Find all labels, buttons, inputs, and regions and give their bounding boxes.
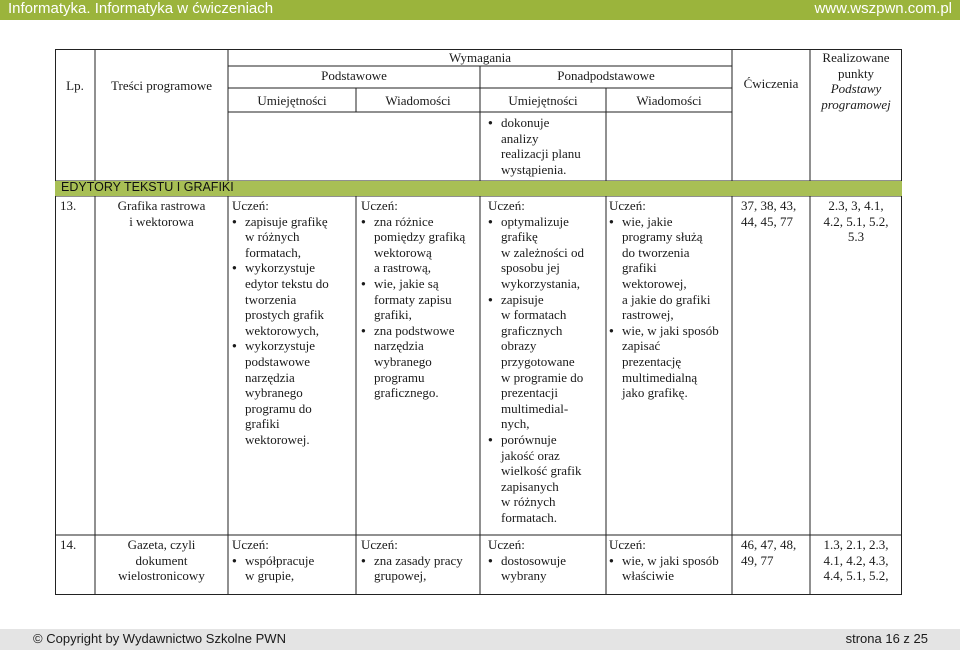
copyright-icon: © xyxy=(33,631,43,646)
row-13-pw: Uczeń: ● zna różnice pomiędzy grafiką wektorową a rastrową, ● wie, jakie są formaty zapisu grafiki, ● zna podstwowe narzędzia wybranego programu graficznego. xyxy=(361,198,465,401)
requirements-table xyxy=(55,49,902,595)
row-14-lp: 14. xyxy=(60,537,77,552)
row-13-topic: Grafika rastrowa i wektorowa xyxy=(117,198,206,229)
row-14-ppw: Uczeń: ● wie, w jaki sposób właściwie xyxy=(609,537,719,584)
list-item: ● współpracuje w grupie, xyxy=(232,553,314,584)
col-wymagania: Wymagania xyxy=(448,50,512,65)
header-website: www.wszpwn.com.pl xyxy=(814,0,952,17)
list-item: ● wykorzystuje podstawowe narzędzia wybranego programu do grafiki wektorowej. xyxy=(232,338,329,447)
col-cwiczenia: Ćwiczenia xyxy=(743,76,799,91)
row-13-cwiczenia: 37, 38, 43, 44, 45, 77 xyxy=(741,198,797,229)
row-14-topic: Gazeta, czyli dokument wielostronicowy xyxy=(118,537,205,584)
row-13-podstawa: 2.3, 3, 4.1, 4.2, 5.1, 5.2, 5.3 xyxy=(823,198,889,245)
carryover-cell xyxy=(488,115,581,177)
list-item: ● dostosowuje wybrany xyxy=(488,553,566,584)
col-lp: Lp. xyxy=(66,78,84,93)
table-grid xyxy=(55,49,902,595)
page-footer xyxy=(0,629,960,650)
col-podstawowe: Podstawowe xyxy=(321,68,387,83)
row-13-ppw: Uczeń: ● wie, jakie programy służą do tworzenia grafiki wektorowej, a jakie do grafiki rastrowej, ● wie, w jaki sposób zapisać prezentację multimedialną jako grafikę. xyxy=(609,198,719,401)
page-header xyxy=(0,0,960,20)
col-realizowane-punkty: Realizowane punkty Podstawy programowej xyxy=(821,50,891,112)
row-14-pu: Uczeń: ● współpracuje w grupie, xyxy=(232,537,314,584)
list-item: ● wie, w jaki sposób zapisać prezentację multimedialną jako grafikę. xyxy=(609,323,719,401)
list-item: ● zna różnice pomiędzy grafiką wektorową a rastrową, xyxy=(361,214,465,276)
col-umiejetnosci-ponad: Umiejętności xyxy=(508,93,578,108)
list-item: ● dokonuje analizy realizacji planu wystąpienia. xyxy=(488,115,581,177)
col-wiadomosci-podst: Wiadomości xyxy=(385,93,451,108)
row-14-cwiczenia: 46, 47, 48, 49, 77 xyxy=(741,537,797,568)
section-band xyxy=(55,181,902,196)
row-13-lp: 13. xyxy=(60,198,77,213)
col-ponadpodstawowe: Ponadpodstawowe xyxy=(557,68,655,83)
copyright-text: © Copyright by Wydawnictwo Szkolne PWN xyxy=(33,631,286,646)
col-umiejetnosci-podst: Umiejętności xyxy=(257,93,327,108)
list-item: ● porównuje jakość oraz wielkość grafik zapisanych w różnych formatach. xyxy=(488,432,584,526)
row-14-pw: Uczeń: ● zna zasady pracy grupowej, xyxy=(361,537,463,584)
col-wiadomosci-ponad: Wiadomości xyxy=(636,93,702,108)
list-item: ● optymalizuje grafikę w zależności od sposobu jej wykorzystania, xyxy=(488,214,584,292)
list-item: ● wykorzystuje edytor tekstu do tworzenia prostych grafik wektorowych, xyxy=(232,260,329,338)
col-tresci: Treści programowe xyxy=(111,78,212,93)
list-item: ● wie, w jaki sposób właściwie xyxy=(609,553,719,584)
list-item: ● zapisuje grafikę w różnych formatach, xyxy=(232,214,329,261)
row-13-pu: Uczeń: ● zapisuje grafikę w różnych formatach, ● wykorzystuje edytor tekstu do tworzenia prostych grafik wektorowych, ● wykorzystuje podstawowe narzędzia wybranego programu do grafiki wektorowej. xyxy=(232,198,329,448)
row-14-ppu: Uczeń: ● dostosowuje wybrany xyxy=(488,537,566,584)
row-14-podstawa: 1.3, 2.1, 2.3, 4.1, 4.2, 4.3, 4.4, 5.1, 5.2, xyxy=(823,537,889,584)
header-title: Informatyka. Informatyka w ćwiczeniach xyxy=(8,0,274,17)
page-number: strona 16 z 25 xyxy=(845,631,928,646)
section-title: EDYTORY TEKSTU I GRAFIKI xyxy=(61,180,234,194)
list-item: ● zapisuje w formatach graficznych obrazy przygotowane w programie do prezentacji multimedial- nych, xyxy=(488,292,584,432)
row-13-ppu: Uczeń: ● optymalizuje grafikę w zależności od sposobu jej wykorzystania, ● zapisuje w formatach graficznych obrazy przygotowane w programie do prezentacji multimedial- nych, ● porównuje jakość oraz wielkość grafik zapisanych w różnych formatach. xyxy=(488,198,584,525)
list-item: ● wie, jakie są formaty zapisu grafiki, xyxy=(361,276,465,323)
list-item: ● zna podstwowe narzędzia wybranego programu graficznego. xyxy=(361,323,465,401)
list-item: ● zna zasady pracy grupowej, xyxy=(361,553,463,584)
list-item: ● wie, jakie programy służą do tworzenia grafiki wektorowej, a jakie do grafiki rastrowej, xyxy=(609,214,719,323)
